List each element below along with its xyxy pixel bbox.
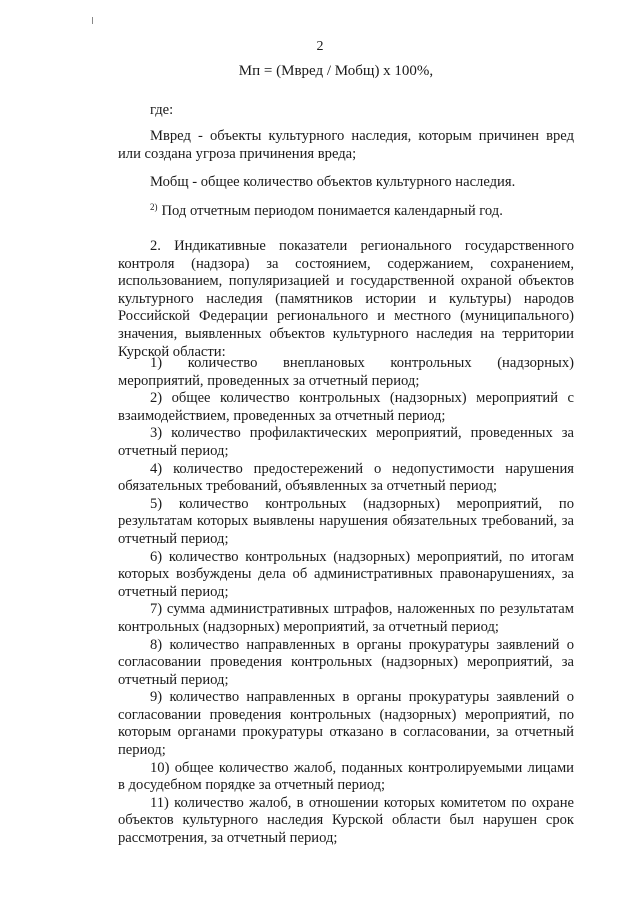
scan-mark xyxy=(92,17,93,24)
definition-mvred: Мвред - объекты культурного наследия, которым причинен вред или создана угроза причинения вреда; xyxy=(118,128,574,162)
list-item: 5) количество контрольных (надзорных) мероприятий, по результатам которых выявлены нарушения обязательных требований, за отчетный период; xyxy=(118,495,574,547)
page-number: 2 xyxy=(316,39,324,54)
formula: Мп = (Мвред / Мобщ) х 100%, xyxy=(238,63,434,79)
list-item: 10) общее количество жалоб, поданных контролируемыми лицами в досудебном порядке за отчетный период; xyxy=(118,759,574,794)
footnote xyxy=(118,203,574,221)
list-item: 1) количество внеплановых контрольных (надзорных) мероприятий, проведенных за отчетный период; xyxy=(118,355,574,389)
section-intro: 2. Индикативные показатели регионального государственного контроля (надзора) за состоянием, содержанием, сохранением, использованием, популяризацией и государственной охраной объектов культурного наследия (памятников истории и культуры) народов Российской Федерации регионального и местного (муниципального) значения, выявленных объектов культурного наследия на территории Курской области: xyxy=(118,238,574,360)
footnote-marker: 2) xyxy=(150,202,158,212)
list-item: 6) количество контрольных (надзорных) мероприятий, по итогам которых возбуждены дела об административных правонарушениях, за отчетный период; xyxy=(118,548,574,600)
list-item: 9) количество направленных в органы прокуратуры заявлений о согласовании проведения контрольных (надзорных) мероприятий, по которым органами прокуратуры отказано в согласовании, за отчетный период; xyxy=(118,689,574,759)
list-item: 8) количество направленных в органы прокуратуры заявлений о согласовании проведения контрольных (надзорных) мероприятий, за отчетный период; xyxy=(118,636,574,688)
list-item: 4) количество предостережений о недопустимости нарушения обязательных требований, объявленных за отчетный период; xyxy=(118,460,574,495)
list-item: 3) количество профилактических мероприятий, проведенных за отчетный период; xyxy=(118,425,574,459)
footnote-text: Под отчетным периодом понимается календарный год. xyxy=(161,203,503,219)
list-item: 2) общее количество контрольных (надзорных) мероприятий с взаимодействием, проведенных за отчетный период; xyxy=(118,390,574,424)
list-item: 7) сумма административных штрафов, наложенных по результатам контрольных (надзорных) мероприятий, за отчетный период; xyxy=(118,601,574,635)
where-label: где: xyxy=(150,102,174,118)
list-item: 11) количество жалоб, в отношении которых комитетом по охране объектов культурного наследия Курской области был нарушен срок рассмотрения, за отчетный период; xyxy=(118,794,574,847)
indicator-list xyxy=(118,355,574,848)
definition-mobshch: Мобщ - общее количество объектов культурного наследия. xyxy=(150,174,516,190)
